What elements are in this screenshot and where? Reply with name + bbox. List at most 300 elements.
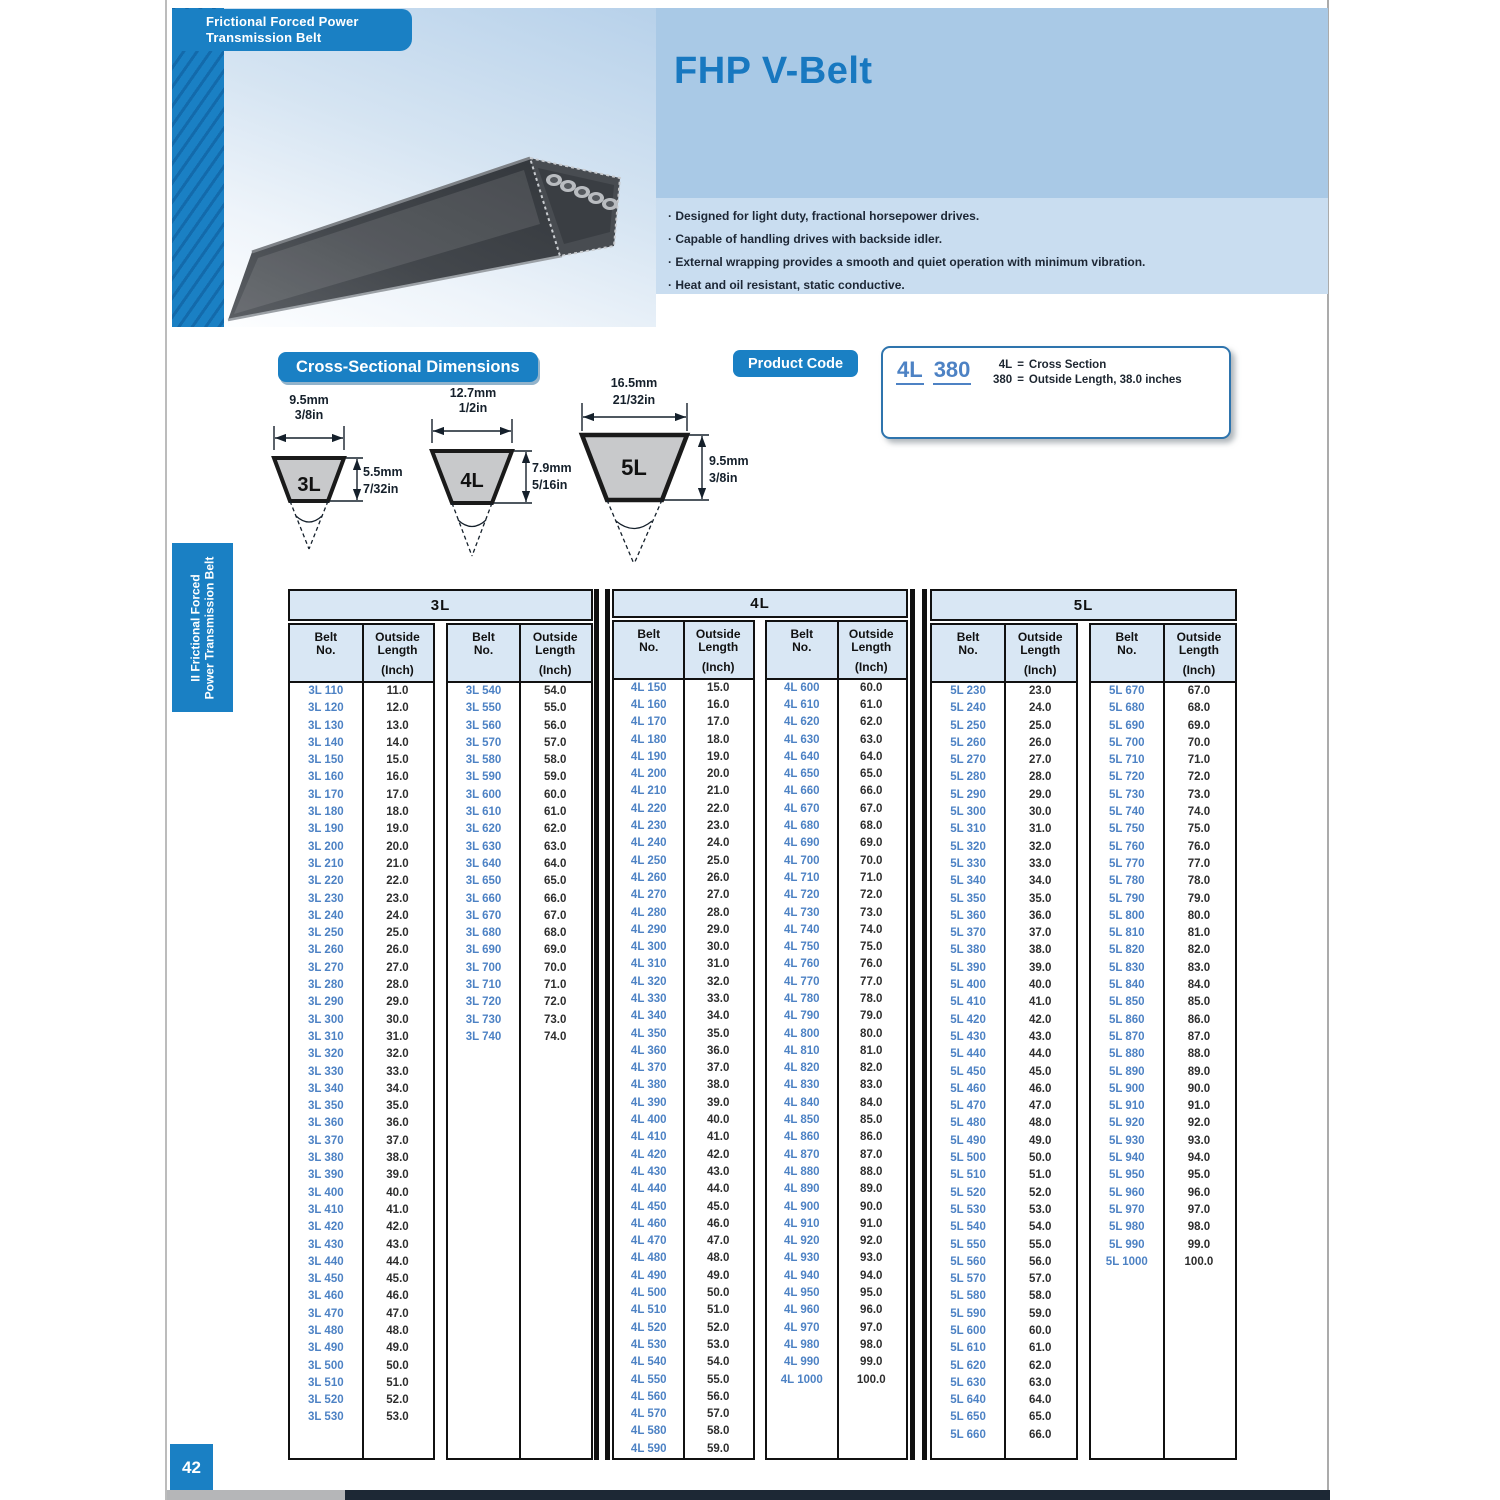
table-row — [614, 1164, 753, 1181]
belt-no: 5L 670 — [1108, 685, 1145, 697]
belt-no: 4L 1000 — [780, 1373, 823, 1386]
table-row — [932, 1115, 1076, 1132]
outside-length: 91.0 — [860, 1217, 883, 1230]
belt-no: 4L 640 — [783, 750, 820, 763]
table-row — [290, 925, 433, 942]
belt-no: 3L 400 — [308, 1186, 344, 1199]
belt-no: 3L 330 — [308, 1065, 344, 1078]
belt-no: 5L 230 — [950, 685, 986, 697]
table-row — [767, 1164, 906, 1181]
table-row — [290, 994, 433, 1011]
belt-no: 5L 680 — [1108, 702, 1145, 715]
table-row — [290, 891, 433, 908]
table-row — [614, 732, 753, 749]
belt-no: 3L 240 — [308, 909, 344, 922]
belt-no: 5L 980 — [1108, 1221, 1145, 1234]
table-row — [767, 1372, 906, 1389]
table-row — [767, 1320, 906, 1337]
table-row — [614, 1112, 753, 1129]
outside-length: 21.0 — [707, 785, 730, 798]
outside-length: 13.0 — [386, 719, 409, 732]
outside-length: 54.0 — [707, 1356, 730, 1369]
outside-length: 71.0 — [543, 979, 567, 992]
outside-length: 28.0 — [707, 906, 730, 919]
outside-length: 94.0 — [1187, 1152, 1211, 1165]
table-row — [1091, 942, 1235, 959]
outside-length: 82.0 — [860, 1062, 883, 1075]
outside-length: 84.0 — [860, 1096, 883, 1109]
table-row — [448, 683, 591, 700]
outside-length: 47.0 — [707, 1235, 730, 1248]
belt-no: 4L 890 — [783, 1183, 820, 1196]
table-row — [614, 697, 753, 714]
column-pair — [765, 620, 908, 1460]
belt-no: 3L 150 — [308, 754, 344, 767]
belt-no: 3L 180 — [308, 806, 344, 819]
banner-line2: Transmission Belt — [206, 30, 322, 45]
outside-length: 58.0 — [543, 754, 567, 767]
outside-length: 57.0 — [707, 1408, 730, 1421]
belt-no: 3L 660 — [465, 892, 502, 905]
table-row — [1091, 787, 1235, 804]
belt-no: 5L 660 — [950, 1428, 986, 1441]
table-group-5l — [930, 589, 1237, 1460]
table-row — [614, 991, 753, 1008]
outside-length: 41.0 — [707, 1131, 730, 1144]
table-row — [614, 714, 753, 731]
outside-length: 73.0 — [543, 1013, 567, 1026]
belt-no: 4L 360 — [630, 1044, 667, 1057]
table-row — [932, 1150, 1076, 1167]
table-row — [932, 1167, 1076, 1184]
belt-no: 4L 690 — [783, 837, 820, 850]
svg-text:3L: 3L — [297, 474, 321, 496]
table-row — [614, 1406, 753, 1423]
belt-no: 3L 160 — [308, 771, 344, 784]
outside-length: 38.0 — [707, 1079, 730, 1092]
table-row — [290, 960, 433, 977]
outside-length: 71.0 — [1187, 754, 1211, 767]
belt-no: 5L 550 — [950, 1238, 986, 1251]
belt-no: 3L 560 — [465, 719, 502, 732]
belt-size-table — [288, 589, 1237, 1460]
table-row — [767, 1233, 906, 1250]
belt-no: 3L 380 — [308, 1152, 344, 1165]
table-row — [614, 1026, 753, 1043]
belt-no: 5L 780 — [1108, 875, 1145, 888]
belt-no: 5L 470 — [950, 1100, 986, 1113]
belt-no: 3L 610 — [465, 806, 502, 819]
group-divider — [908, 589, 930, 1460]
outside-length: 36.0 — [707, 1044, 730, 1057]
column-pair — [930, 623, 1078, 1460]
belt-no: 4L 160 — [630, 698, 667, 711]
belt-no: 3L 600 — [465, 788, 502, 801]
table-row — [614, 1129, 753, 1146]
outside-length: 20.0 — [386, 840, 409, 853]
belt-no: 5L 620 — [950, 1359, 986, 1372]
header-banner — [172, 9, 412, 51]
table-row — [932, 960, 1076, 977]
outside-length: 85.0 — [860, 1114, 883, 1127]
belt-no: 4L 760 — [783, 958, 820, 971]
belt-no: 3L 120 — [308, 702, 344, 715]
outside-length: 80.0 — [1187, 909, 1211, 922]
outside-length: 66.0 — [1028, 1428, 1052, 1441]
belt-no: 4L 270 — [630, 889, 667, 902]
banner-line1: Frictional Forced Power — [206, 14, 359, 29]
outside-length: 38.0 — [386, 1152, 409, 1165]
belt-no: 3L 200 — [308, 840, 344, 853]
table-row — [932, 994, 1076, 1011]
belt-no: 4L 910 — [783, 1217, 820, 1230]
table-row — [767, 1112, 906, 1129]
page-left-border — [165, 0, 167, 1500]
table-row — [614, 1147, 753, 1164]
table-row — [614, 922, 753, 939]
outside-length: 56.0 — [1028, 1255, 1052, 1268]
table-row — [767, 1216, 906, 1233]
outside-length: 19.0 — [386, 823, 409, 836]
belt-no: 5L 770 — [1108, 857, 1145, 870]
svg-text:7/32in: 7/32in — [363, 482, 399, 496]
outside-length: 19.0 — [707, 750, 730, 763]
outside-length: 90.0 — [860, 1200, 883, 1213]
belt-no: 5L 380 — [950, 944, 986, 957]
outside-length: 73.0 — [1187, 788, 1211, 801]
table-row — [448, 908, 591, 925]
outside-length: 29.0 — [386, 996, 409, 1009]
table-row — [1091, 1150, 1235, 1167]
table-row — [932, 1219, 1076, 1236]
table-row — [1091, 1012, 1235, 1029]
outside-length: 15.0 — [707, 681, 730, 694]
table-row — [614, 1181, 753, 1198]
outside-length: 76.0 — [860, 958, 883, 971]
belt-no: 3L 280 — [308, 979, 344, 992]
outside-length: 100.0 — [1184, 1255, 1214, 1268]
outside-length: 69.0 — [543, 944, 567, 957]
table-row — [614, 905, 753, 922]
outside-length: 12.0 — [386, 702, 409, 715]
product-code-box — [881, 346, 1231, 439]
belt-no: 4L 630 — [783, 733, 820, 746]
outside-length: 99.0 — [1187, 1238, 1211, 1251]
table-row — [448, 873, 591, 890]
belt-no: 4L 310 — [630, 958, 667, 971]
belt-no: 4L 670 — [783, 802, 820, 815]
outside-length: 56.0 — [543, 719, 567, 732]
table-row — [614, 749, 753, 766]
outside-length: 57.0 — [543, 736, 567, 749]
outside-length: 31.0 — [707, 958, 730, 971]
table-row — [1091, 1029, 1235, 1046]
outside-length: 40.0 — [386, 1186, 409, 1199]
table-row — [767, 922, 906, 939]
belt-no: 3L 300 — [308, 1013, 344, 1026]
belt-no: 4L 580 — [630, 1425, 667, 1438]
outside-length: 62.0 — [543, 823, 567, 836]
outside-length: 15.0 — [386, 754, 409, 767]
outside-length: 85.0 — [1187, 996, 1211, 1009]
table-row — [932, 683, 1076, 700]
svg-text:5/16in: 5/16in — [532, 478, 568, 492]
belt-no: 3L 190 — [308, 823, 344, 836]
table-row — [767, 887, 906, 904]
table-row — [932, 1029, 1076, 1046]
table-row — [290, 1392, 433, 1409]
belt-no: 5L 400 — [950, 979, 986, 992]
outside-length: 82.0 — [1187, 944, 1211, 957]
outside-length: 64.0 — [543, 857, 567, 870]
table-row — [767, 1026, 906, 1043]
outside-length: 36.0 — [386, 1117, 409, 1130]
outside-length: 50.0 — [386, 1359, 409, 1372]
belt-no: 3L 540 — [465, 685, 502, 697]
table-row — [1091, 700, 1235, 717]
table-row — [1091, 1167, 1235, 1184]
belt-no: 5L 290 — [950, 788, 986, 801]
table-row — [1091, 821, 1235, 838]
outside-length: 18.0 — [386, 806, 409, 819]
column-subheader: Belt No. Outside Length (Inch) — [1091, 625, 1235, 683]
belt-no: 5L 710 — [1108, 754, 1145, 767]
table-row — [932, 1306, 1076, 1323]
table-row — [932, 735, 1076, 752]
table-row — [290, 1306, 433, 1323]
outside-length: 23.0 — [707, 820, 730, 833]
outside-length: 48.0 — [386, 1324, 409, 1337]
outside-length: 79.0 — [860, 1010, 883, 1023]
outside-length: 97.0 — [1187, 1203, 1211, 1216]
table-row — [1091, 1115, 1235, 1132]
belt-no: 5L 440 — [950, 1048, 986, 1061]
table-row — [290, 1358, 433, 1375]
belt-no: 5L 460 — [950, 1082, 986, 1095]
table-row — [290, 787, 433, 804]
outside-length: 89.0 — [860, 1183, 883, 1196]
outside-length: 26.0 — [1028, 736, 1052, 749]
table-row — [290, 1340, 433, 1357]
outside-length: 22.0 — [386, 875, 409, 888]
outside-length: 55.0 — [1028, 1238, 1052, 1251]
table-row — [448, 735, 591, 752]
table-group-3l — [288, 589, 593, 1460]
belt-no: 3L 700 — [465, 961, 502, 974]
belt-no: 3L 430 — [308, 1238, 344, 1251]
outside-length: 70.0 — [1187, 736, 1211, 749]
outside-length: 52.0 — [707, 1321, 730, 1334]
belt-no: 5L 740 — [1108, 806, 1145, 819]
outside-length: 49.0 — [386, 1342, 409, 1355]
outside-length: 48.0 — [707, 1252, 730, 1265]
table-row — [1091, 1046, 1235, 1063]
outside-length: 96.0 — [860, 1304, 883, 1317]
belt-no: 4L 850 — [783, 1114, 820, 1127]
outside-length: 66.0 — [543, 892, 567, 905]
table-row — [767, 1199, 906, 1216]
belt-no: 5L 890 — [1108, 1065, 1145, 1078]
belt-no: 4L 570 — [630, 1408, 667, 1421]
belt-no: 3L 340 — [308, 1082, 344, 1095]
table-row — [614, 1250, 753, 1267]
belt-no: 5L 570 — [950, 1273, 986, 1286]
outside-length: 99.0 — [860, 1356, 883, 1369]
table-row — [290, 769, 433, 786]
belt-no: 4L 290 — [630, 923, 667, 936]
outside-length: 86.0 — [860, 1131, 883, 1144]
table-row — [932, 977, 1076, 994]
sidebar-vertical-tab-text: II Frictional Forced Power Transmission Belt — [188, 556, 217, 699]
column-pair — [288, 623, 435, 1460]
outside-length: 92.0 — [1187, 1117, 1211, 1130]
belt-no: 4L 450 — [630, 1200, 667, 1213]
belt-no: 4L 190 — [630, 750, 667, 763]
belt-no: 5L 860 — [1108, 1013, 1145, 1026]
table-row — [767, 1008, 906, 1025]
outside-length: 81.0 — [1187, 927, 1211, 940]
feature-item: · Designed for light duty, fractional horsepower drives. — [668, 205, 1318, 228]
belt-no: 4L 680 — [783, 820, 820, 833]
outside-length: 75.0 — [1187, 823, 1211, 836]
table-row — [614, 1302, 753, 1319]
belt-no: 4L 460 — [630, 1217, 667, 1230]
table-row — [767, 732, 906, 749]
outside-length: 67.0 — [543, 909, 567, 922]
outside-length: 69.0 — [860, 837, 883, 850]
outside-length: 31.0 — [386, 1030, 409, 1043]
table-row — [290, 1150, 433, 1167]
table-row — [767, 1147, 906, 1164]
table-row — [1091, 1081, 1235, 1098]
belt-no: 3L 130 — [308, 719, 344, 732]
outside-length: 28.0 — [386, 979, 409, 992]
table-row — [932, 873, 1076, 890]
belt-no: 4L 280 — [630, 906, 667, 919]
outside-length: 37.0 — [1028, 927, 1052, 940]
outside-length: 100.0 — [856, 1373, 886, 1386]
outside-length: 55.0 — [707, 1373, 730, 1386]
belt-no: 5L 940 — [1108, 1152, 1145, 1165]
table-row — [614, 870, 753, 887]
svg-text:3/8in: 3/8in — [294, 408, 324, 422]
belt-no: 5L 760 — [1108, 840, 1145, 853]
table-row — [932, 1323, 1076, 1340]
table-row — [932, 908, 1076, 925]
outside-length: 30.0 — [707, 941, 730, 954]
table-row — [932, 1409, 1076, 1426]
outside-length: 61.0 — [1028, 1342, 1052, 1355]
svg-text:21/32in: 21/32in — [612, 393, 656, 407]
outside-length: 39.0 — [707, 1096, 730, 1109]
outside-length: 39.0 — [386, 1169, 409, 1182]
table-row — [1091, 1064, 1235, 1081]
belt-no: 4L 340 — [630, 1010, 667, 1023]
belt-no: 3L 510 — [308, 1376, 344, 1389]
belt-no: 3L 590 — [465, 771, 502, 784]
table-row — [932, 1288, 1076, 1305]
outside-length: 42.0 — [386, 1221, 409, 1234]
product-code-explanation: 4L = Cross Section 380 = Outside Length, 38.0 inches — [993, 359, 1182, 386]
outside-length: 87.0 — [860, 1148, 883, 1161]
belt-no: 5L 970 — [1108, 1203, 1145, 1216]
outside-length: 61.0 — [543, 806, 567, 819]
belt-no: 4L 860 — [783, 1131, 820, 1144]
outside-length: 16.0 — [707, 698, 730, 711]
page-title: FHP V-Belt — [674, 50, 873, 92]
table-row — [767, 905, 906, 922]
outside-length: 75.0 — [860, 941, 883, 954]
outside-length: 97.0 — [860, 1321, 883, 1334]
outside-length: 42.0 — [707, 1148, 730, 1161]
outside-length: 25.0 — [707, 854, 730, 867]
table-row — [290, 1081, 433, 1098]
outside-length: 49.0 — [707, 1269, 730, 1282]
table-row — [614, 1077, 753, 1094]
belt-no: 5L 360 — [950, 909, 986, 922]
cross-section-diagram-5l — [572, 373, 772, 573]
column-subheader: Belt No. Outside Length (Inch) — [614, 622, 753, 680]
belt-no: 4L 700 — [783, 854, 820, 867]
belt-no: 4L 250 — [630, 854, 667, 867]
belt-no: 4L 620 — [783, 716, 820, 729]
outside-length: 83.0 — [860, 1079, 883, 1092]
cross-section-heading: Cross-Sectional Dimensions — [278, 352, 538, 382]
outside-length: 64.0 — [860, 750, 883, 763]
belt-no: 3L 210 — [308, 857, 344, 870]
table-row — [1091, 1133, 1235, 1150]
table-row — [932, 718, 1076, 735]
belt-no: 4L 970 — [783, 1321, 820, 1334]
belt-no: 5L 630 — [950, 1376, 986, 1389]
belt-no: 4L 520 — [630, 1321, 667, 1334]
belt-no: 3L 720 — [465, 996, 502, 1009]
outside-length: 51.0 — [386, 1376, 409, 1389]
belt-no: 4L 870 — [783, 1148, 820, 1161]
belt-no: 5L 650 — [950, 1411, 986, 1424]
outside-length: 21.0 — [386, 857, 409, 870]
outside-length: 25.0 — [1028, 719, 1052, 732]
belt-no: 3L 450 — [308, 1273, 344, 1286]
belt-no: 5L 920 — [1108, 1117, 1145, 1130]
belt-no: 5L 350 — [950, 892, 986, 905]
table-row — [767, 1077, 906, 1094]
belt-no: 4L 940 — [783, 1269, 820, 1282]
belt-no: 5L 830 — [1108, 961, 1145, 974]
outside-length: 60.0 — [543, 788, 567, 801]
belt-no: 4L 430 — [630, 1165, 667, 1178]
group-header-4l: 4L — [612, 589, 908, 618]
table-row — [448, 1012, 591, 1029]
belt-no: 5L 450 — [950, 1065, 986, 1078]
belt-no: 5L 690 — [1108, 719, 1145, 732]
table-row — [1091, 908, 1235, 925]
table-row — [614, 1233, 753, 1250]
outside-length: 76.0 — [1187, 840, 1211, 853]
table-row — [290, 873, 433, 890]
table-row — [767, 974, 906, 991]
outside-length: 92.0 — [860, 1235, 883, 1248]
outside-length: 78.0 — [860, 992, 883, 1005]
belt-no: 5L 270 — [950, 754, 986, 767]
column-subheader: Belt No. Outside Length (Inch) — [767, 622, 906, 680]
table-row — [614, 1372, 753, 1389]
belt-no: 5L 420 — [950, 1013, 986, 1026]
table-row — [448, 925, 591, 942]
table-row — [932, 1064, 1076, 1081]
table-row — [290, 683, 433, 700]
belt-no: 4L 650 — [783, 768, 820, 781]
